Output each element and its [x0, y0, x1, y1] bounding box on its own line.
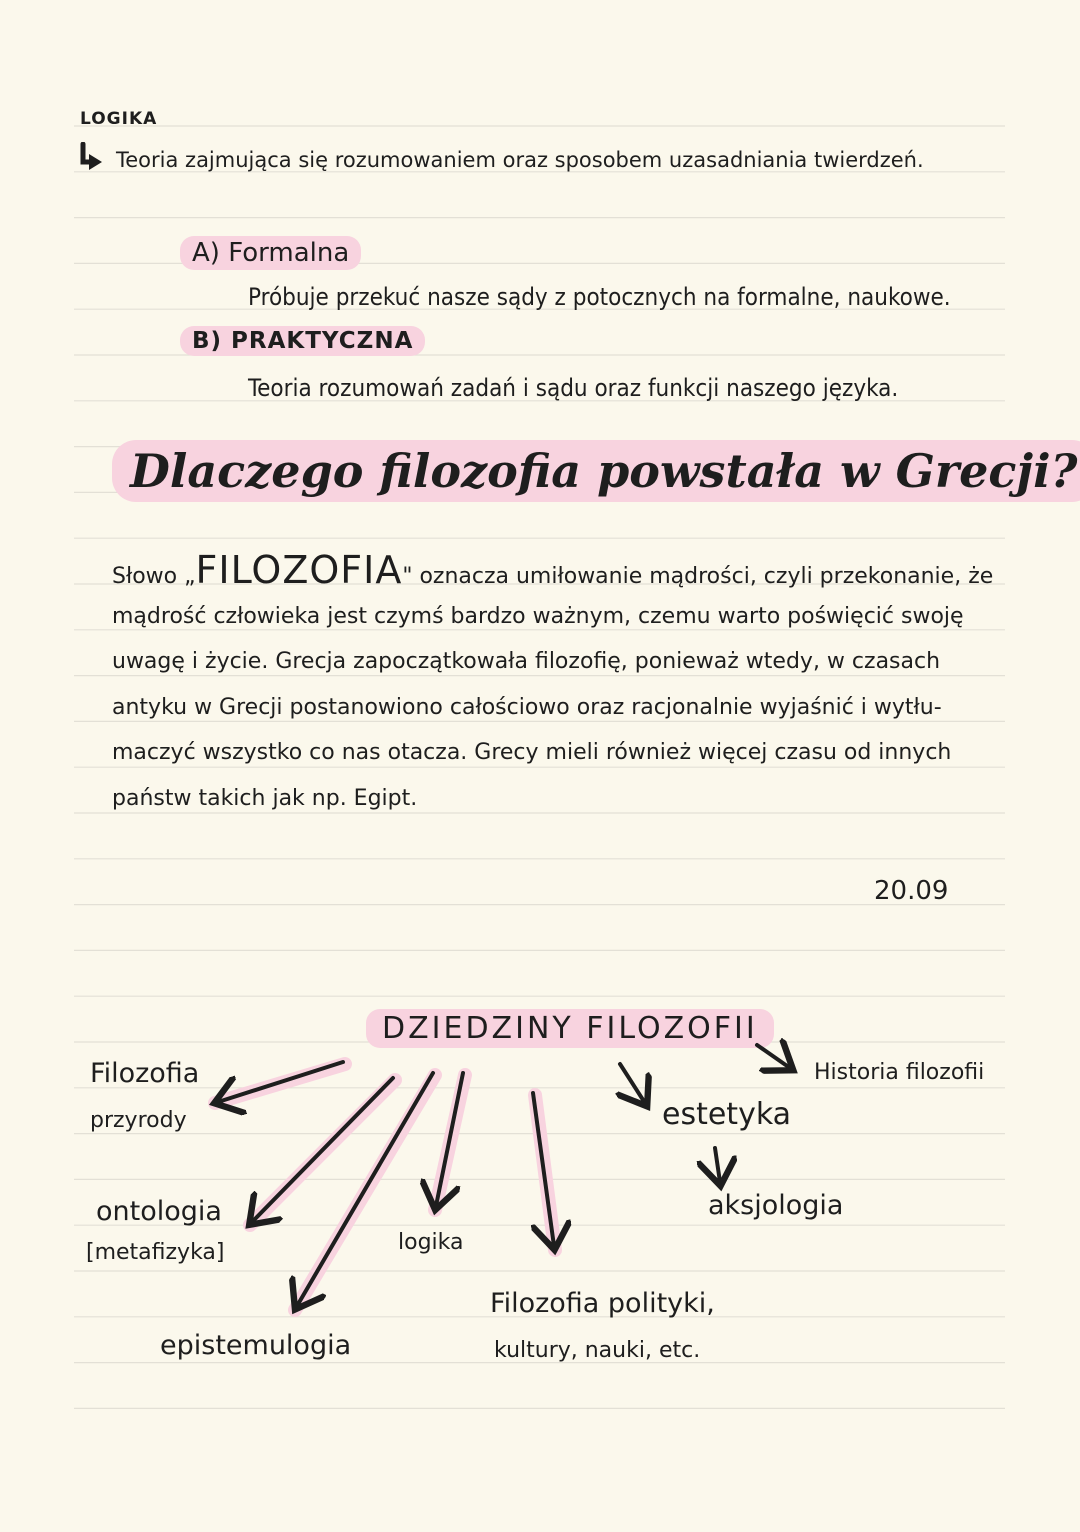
arrow-to-aksjologia: [715, 1148, 720, 1182]
node-historia-filozofii: Historia filozofii: [814, 1060, 985, 1085]
arrow-to-filozofia-przyrody: [218, 1062, 343, 1102]
node-filozofia-polityki-1: Filozofia polityki,: [490, 1288, 715, 1319]
node-epistemologia: epistemulogia: [160, 1330, 352, 1361]
keyword-filozofia: FILOZOFIA: [195, 548, 403, 592]
node-ontologia: ontologia: [96, 1196, 222, 1227]
arrow-to-ontologia: [252, 1078, 393, 1222]
node-logika: logika: [398, 1230, 464, 1255]
type-a-heading-text: A) Formalna: [180, 236, 361, 270]
paragraph-line-2: mądrość człowieka jest czymś bardzo ważnym, czemu warto poświęcić swoję: [112, 603, 964, 629]
arrow-to-historia: [757, 1045, 790, 1068]
node-filozofia-polityki-2: kultury, nauki, etc.: [494, 1338, 701, 1363]
date: 20.09: [874, 876, 949, 906]
type-a-description: Próbuje przekuć nasze sądy z potocznych na formalne, naukowe.: [248, 283, 951, 311]
node-filozofia-przyrody-2: przyrody: [90, 1108, 187, 1133]
arrow-to-estetyka: [620, 1064, 645, 1103]
paragraph-line-5: maczyć wszystko co nas otacza. Grecy mieli również więcej czasu od innych: [112, 740, 952, 766]
paragraph-line-1-start: Słowo „: [112, 564, 196, 589]
node-estetyka: estetyka: [662, 1097, 792, 1132]
paragraph-line-1-end: " oznacza umiłowanie mądrości, czyli przekonanie, że: [402, 564, 994, 589]
paragraph-line-4: antyku w Grecji postanowiono całościowo oraz racjonalnie wyjaśnić i wytłu-: [112, 694, 942, 720]
node-metafizyka: [metafizyka]: [86, 1240, 225, 1265]
mindmap-title-text: DZIEDZINY FILOZOFII: [366, 1009, 774, 1048]
node-filozofia-przyrody-1: Filozofia: [90, 1058, 200, 1089]
paragraph-line-3: uwagę i życie. Grecja zapoczątkowała filozofię, ponieważ wtedy, w czasach: [112, 649, 941, 675]
logic-definition: Teoria zajmująca się rozumowaniem oraz sposobem uzasadniania twierdzeń.: [116, 148, 924, 172]
type-b-description: Teoria rozumowań zadań i sądu oraz funkcji naszego języka.: [248, 374, 899, 402]
section-title-text: Dlaczego filozofia powstała w Grecji?: [112, 440, 1080, 502]
arrow-highlights: [215, 1064, 555, 1310]
type-b-heading-text: B) PRAKTYCZNA: [180, 326, 425, 356]
paragraph-line-6: państw takich jak np. Egipt.: [112, 785, 418, 811]
node-aksjologia: aksjologia: [708, 1190, 844, 1221]
arrow-to-logika: [436, 1073, 463, 1206]
topic-label: LOGIKA: [80, 109, 158, 129]
